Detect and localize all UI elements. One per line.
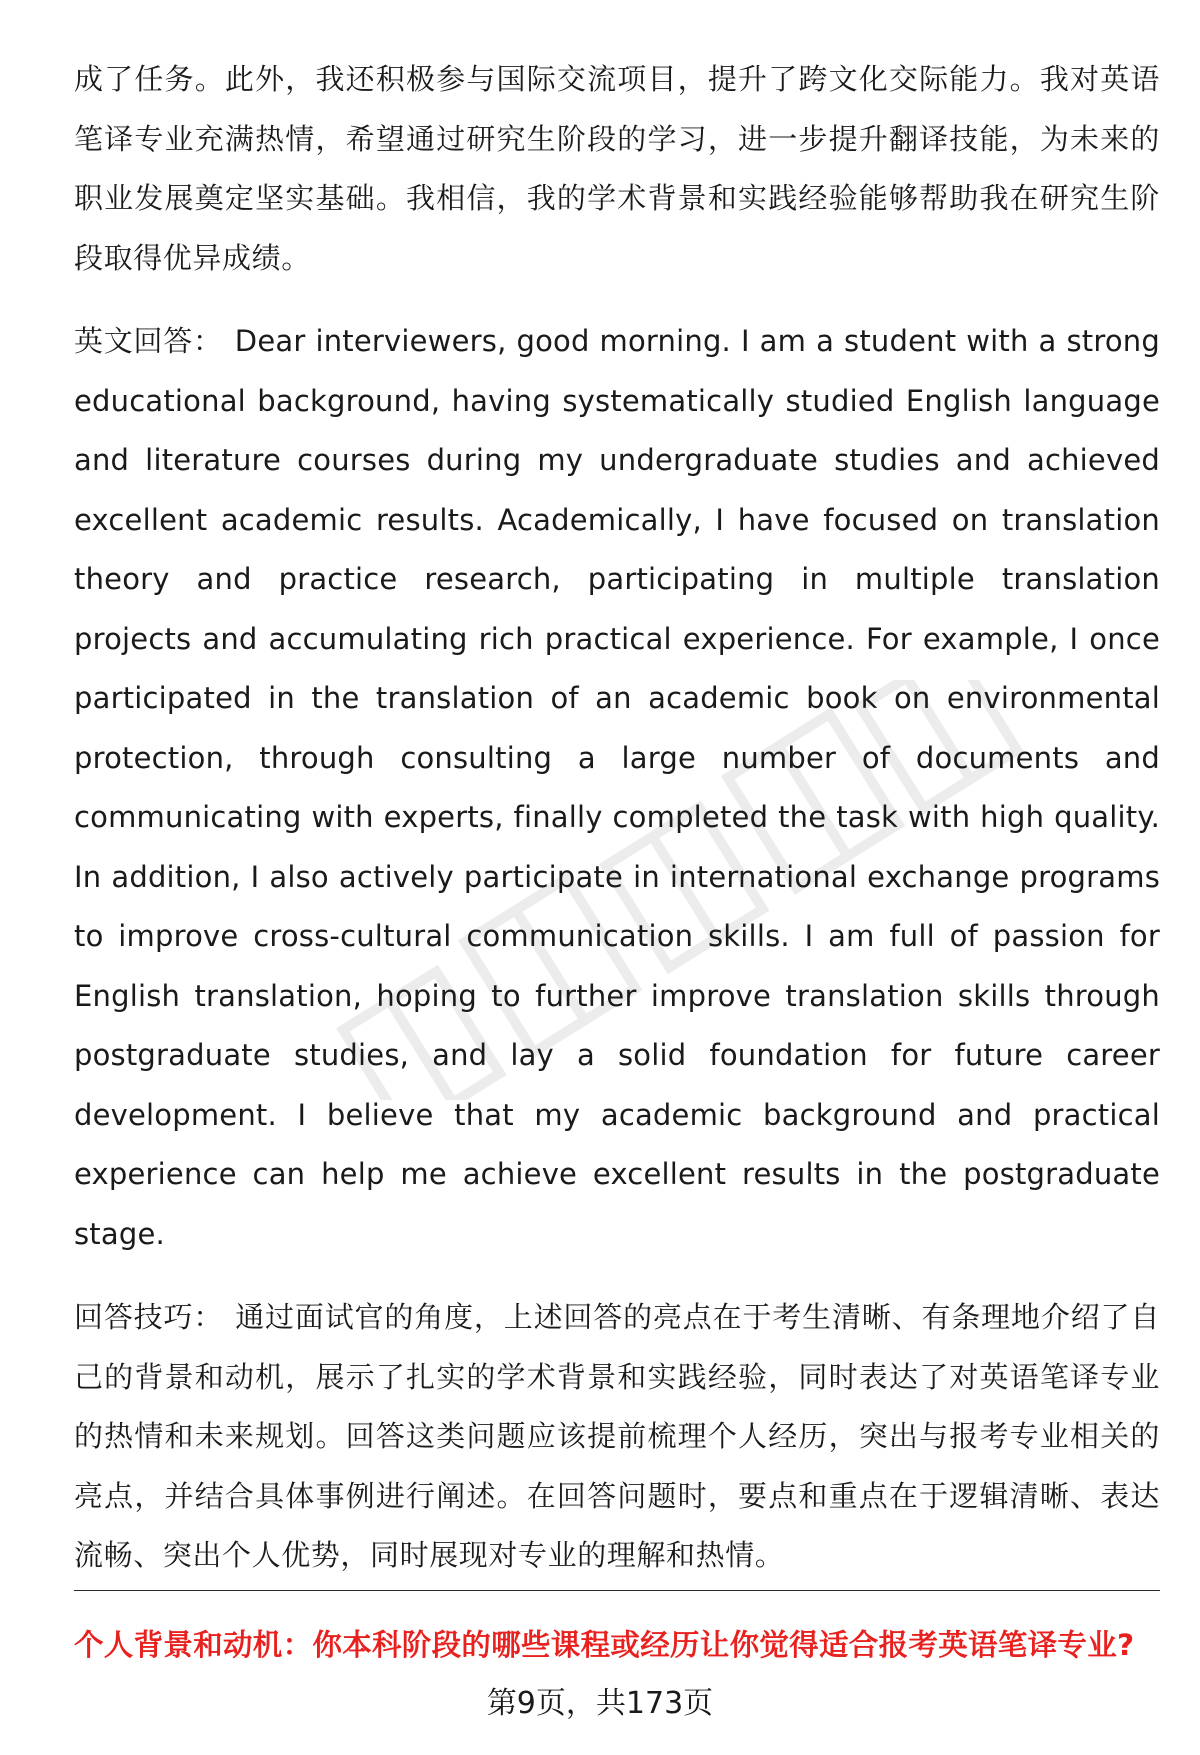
document-body bbox=[74, 50, 1160, 1586]
answer-tips-paragraph bbox=[74, 1288, 1160, 1586]
page-number: 第9页，共173页 bbox=[486, 1686, 714, 1721]
section-divider bbox=[74, 1590, 1160, 1591]
answer-continuation-paragraph: 成了任务。此外，我还积极参与国际交流项目，提升了跨文化交际能力。我对英语笔译专业充满热情，希望通过研究生阶段的学习，进一步提升翻译技能，为未来的职业发展奠定坚实基础。我相信，我的学术背景和实践经验能够帮助我在研究生阶段取得优异成绩。 bbox=[74, 62, 1160, 275]
english-answer-label: 英文回答： bbox=[74, 324, 223, 358]
english-answer-text: Dear interviewers, good morning. I am a student with a strong educational background, having systematically studied English language and literature courses during my undergraduate studies and achieved excellent academic results. Academically, I have focused on translation theory and practice research, participating in multiple translation projects and accumulating rich practical experience. For example, I once participated in the translation of an academic book on environmental protection, through consulting a large number of documents and communicating with experts, finally completed the task with high quality. In addition, I also actively participate in international exchange programs to improve cross-cultural communication skills. I am full of passion for English translation, hoping to further improve translation skills through postgraduate studies, and lay a solid foundation for future career development. I believe that my academic background and practical experience can help me achieve excellent results in the postgraduate stage. bbox=[74, 324, 1160, 1251]
answer-tips-label: 回答技巧： bbox=[74, 1300, 224, 1334]
next-question-heading: 个人背景和动机：你本科阶段的哪些课程或经历让你觉得适合报考英语笔译专业? bbox=[74, 1628, 1135, 1662]
answer-tips-text: 通过面试官的角度，上述回答的亮点在于考生清晰、有条理地介绍了自己的背景和动机，展示了扎实的学术背景和实践经验，同时表达了对英语笔译专业的热情和未来规划。回答这类问题应该提前梳理个人经历，突出与报考专业相关的亮点，并结合具体事例进行阐述。在回答问题时，要点和重点在于逻辑清晰、表达流畅、突出个人优势，同时展现对专业的理解和热情。 bbox=[74, 1300, 1160, 1572]
english-answer-paragraph bbox=[74, 312, 1160, 1264]
